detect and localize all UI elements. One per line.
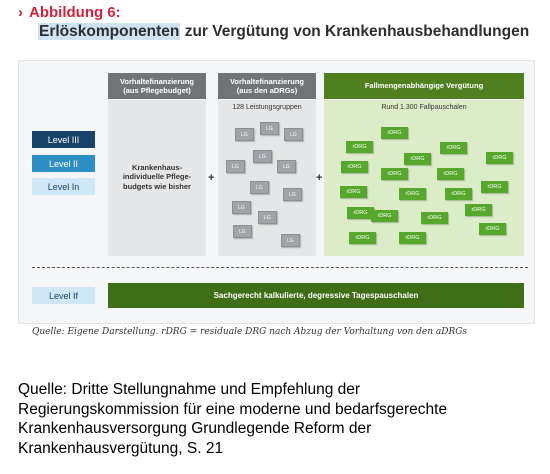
- figure-label: [18, 4, 121, 21]
- tagespauschalen-bar: Sachgerecht kalkulierte, degressive Tagespauschalen: [108, 283, 524, 308]
- chevron-right-icon: ›: [18, 4, 23, 21]
- caption-line: Quelle: Dritte Stellungnahme und Empfehlung der: [18, 381, 361, 398]
- column-header-line: Vorhaltefinanzierung: [119, 76, 195, 86]
- lg-tile: LG: [284, 128, 303, 141]
- rdrg-tile: rDRG: [381, 168, 408, 180]
- figure-source-note: Quelle: Eigene Darstellung. rDRG = residuale DRG nach Abzug der Vorhaltung von den aDRGs: [32, 327, 468, 337]
- rdrg-tile: rDRG: [347, 207, 374, 219]
- rdrg-tile: rDRG: [349, 232, 376, 244]
- caption-line: Regierungskommission für eine moderne und bedarfsgerechte: [18, 400, 448, 418]
- lg-tile: LG: [260, 122, 279, 135]
- lg-tile: LG: [235, 128, 254, 141]
- rdrg-tile: rDRG: [479, 223, 506, 235]
- lg-tile: LG: [226, 160, 245, 173]
- lg-tile: LG: [233, 225, 252, 238]
- lg-tile: LG: [232, 201, 251, 214]
- rdrg-tile: rDRG: [465, 204, 492, 216]
- description-line: individuelle Pflege-: [122, 172, 192, 182]
- lg-tile: LG: [277, 160, 296, 173]
- caption: [18, 380, 538, 458]
- column-header-line: (aus Pflegebudget): [123, 86, 191, 95]
- level-iii-label: Level III: [32, 131, 95, 148]
- rdrg-tile: rDRG: [486, 152, 513, 164]
- rdrg-tile: rDRG: [440, 142, 467, 154]
- rdrg-tile: rDRG: [437, 168, 464, 180]
- level-in-label: Level In: [32, 178, 95, 195]
- lg-tile: LG: [283, 188, 302, 201]
- figure-title-rest: zur Vergütung von Krankenhausbehandlungen: [180, 23, 530, 40]
- level-divider: [32, 267, 528, 268]
- rdrg-tile: rDRG: [399, 232, 426, 244]
- rdrg-tile: rDRG: [404, 153, 431, 165]
- plus-sign: +: [208, 172, 215, 184]
- caption-line: Krankenhausvergütung, S. 21: [18, 439, 224, 457]
- level-ii-label: Level II: [32, 155, 95, 172]
- figure-title: [38, 23, 529, 41]
- column-header-line: (aus den aDRGs): [236, 86, 298, 95]
- rdrg-tile: rDRG: [371, 210, 398, 222]
- description-line: Krankenhaus-: [131, 163, 182, 172]
- plus-sign: +: [316, 172, 323, 184]
- lg-tile: LG: [250, 181, 269, 194]
- lg-tile: LG: [258, 211, 277, 224]
- fallpauschalen-subtitle: Rund 1.300 Fallpauschalen: [381, 104, 467, 111]
- figure-label-text: Abbildung 6:: [29, 4, 121, 21]
- rdrg-tile: rDRG: [399, 188, 426, 200]
- rdrg-tile: rDRG: [340, 186, 367, 198]
- rdrg-tile: rDRG: [346, 141, 373, 153]
- caption-line: Krankenhausversorgung Grundlegende Reform der: [18, 420, 372, 438]
- figure-title-highlight: Erlöskomponenten: [39, 23, 180, 40]
- rdrg-tile: rDRG: [481, 181, 508, 193]
- rdrg-tile: rDRG: [445, 188, 472, 200]
- leistungsgruppen-subtitle: 128 Leistungsgruppen: [232, 104, 302, 111]
- rdrg-tile: rDRG: [341, 161, 368, 173]
- description-line: budgets wie bisher: [123, 181, 191, 191]
- lg-tile: LG: [281, 234, 300, 247]
- column-header-fallmengen: [324, 73, 524, 99]
- pflegebudget-description: [108, 163, 206, 191]
- column-header-adrg: [218, 73, 316, 99]
- lg-tile: LG: [253, 150, 272, 163]
- rdrg-tile: rDRG: [421, 212, 448, 224]
- column-header-line: Fallmengenabhängige Vergütung: [364, 81, 484, 91]
- rdrg-tile: rDRG: [381, 127, 408, 139]
- column-header-pflegebudget: [108, 73, 206, 99]
- column-header-line: Vorhaltefinanzierung: [229, 76, 305, 86]
- level-if-label: Level If: [32, 287, 95, 304]
